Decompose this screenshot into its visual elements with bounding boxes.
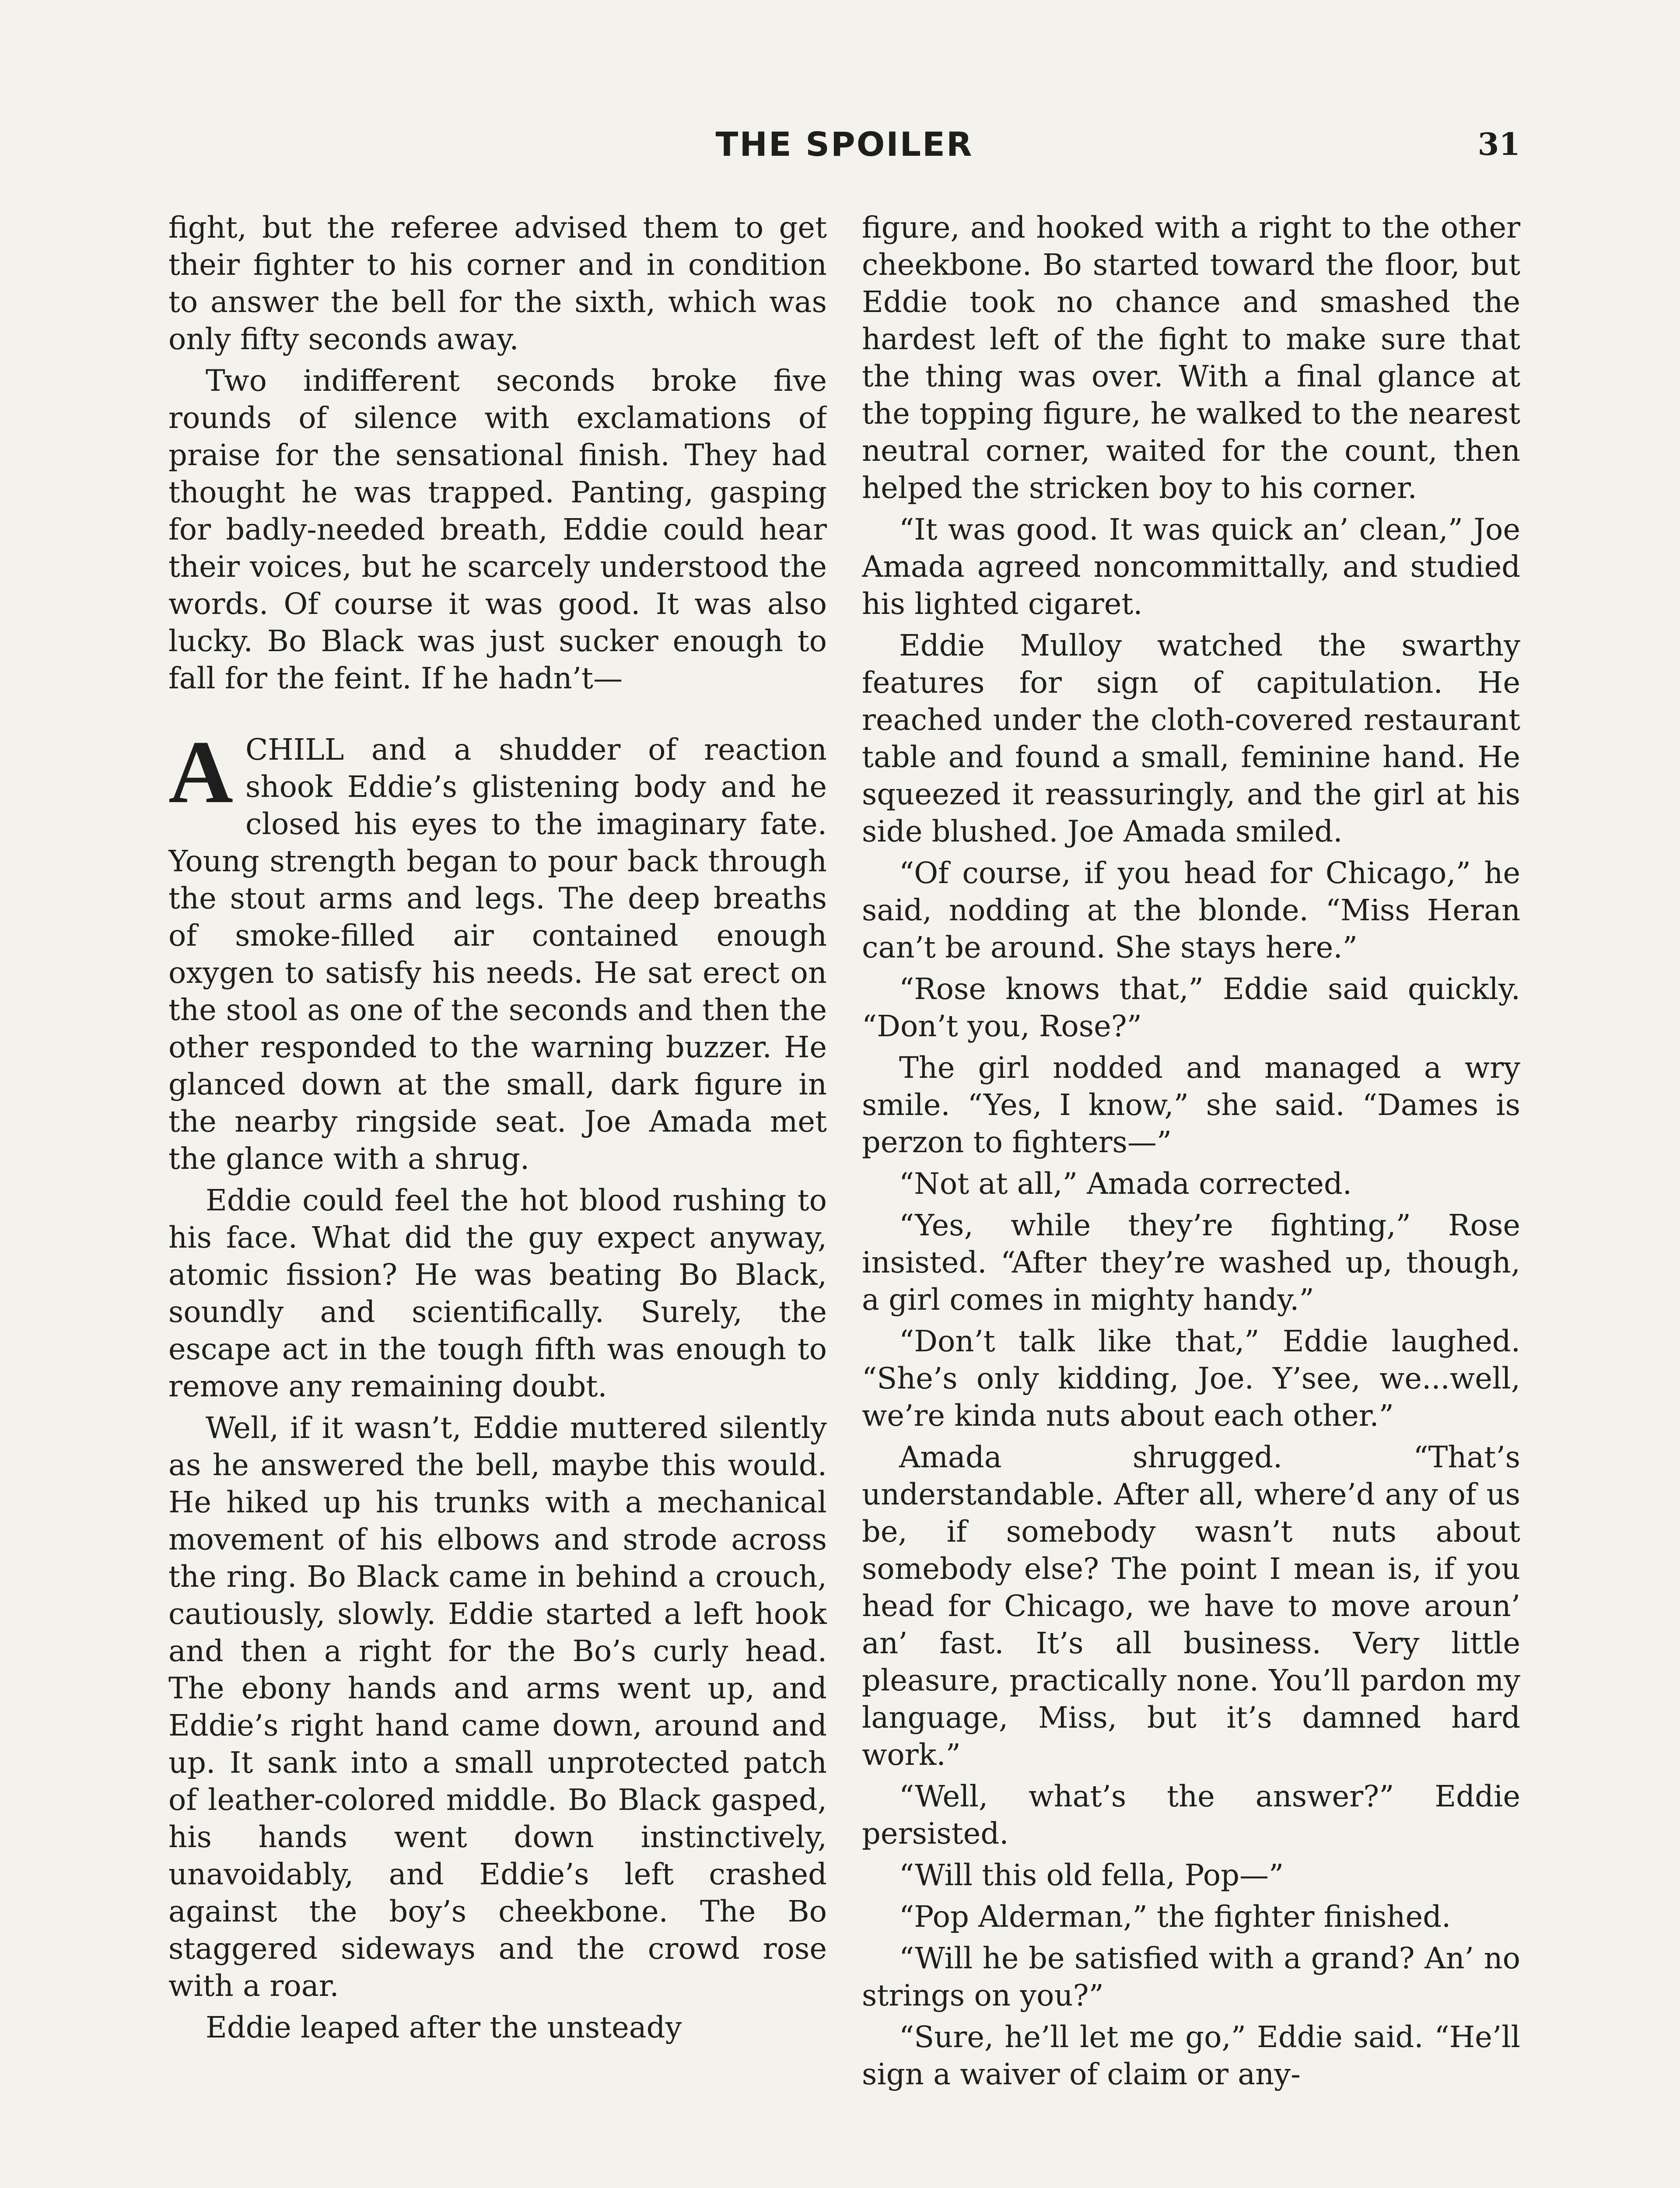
- paragraph: “Don’t talk like that,” Eddie laughed. “She’s only kidding, Joe. Y’see, we...well, we’re kinda nuts about each other.”: [862, 1324, 1520, 1433]
- paragraph: Well, if it wasn’t, Eddie muttered silently as he answered the bell, maybe this would. He hiked up his trunks with a mechanical movement of his elbows and strode across the ring. Bo Black came in behind a crouch, cautiously, slowly. Eddie started a left hook and then a right for the Bo’s curly head. The ebony hands and arms went up, and Eddie’s right hand came down, around and up. It sank into a small unprotected patch of leather-colored middle. Bo Black gasped, his hands went down instinctively, unavoidably, and Eddie’s left crashed against the boy’s cheekbone. The Bo staggered sideways and the crowd rose with a roar.: [168, 1411, 827, 2003]
- paragraph: fight, but the referee advised them to get their fighter to his corner and in condition to answer the bell for the sixth, which was only fifty seconds away.: [168, 210, 827, 356]
- paragraph: Eddie leaped after the unsteady: [206, 2010, 682, 2044]
- paragraph: “Well, what’s the answer?” Eddie persisted.: [862, 1779, 1520, 1851]
- right-column: [862, 209, 1520, 2188]
- paragraph: “Yes, while they’re fighting,” Rose insisted. “After they’re washed up, though, a girl comes in mighty handy.”: [862, 1208, 1520, 1317]
- paragraph: “Not at all,” Amada corrected.: [899, 1167, 1352, 1201]
- running-head: [168, 125, 1520, 164]
- page-title: THE SPOILER: [715, 125, 973, 164]
- paragraph: The girl nodded and managed a wry smile. “Yes, I know,” she said. “Dames is perzon to fighters—”: [862, 1051, 1520, 1159]
- paragraph: Two indifferent seconds broke five rounds of silence with exclamations of praise for the sensational finish. They had thought he was trapped. Panting, gasping for badly-needed breath, Eddie could hear their voices, but he scarcely understood the words. Of course it was good. It was also lucky. Bo Black was just sucker enough to fall for the feint. If he hadn’t—: [168, 364, 827, 695]
- paragraph: Eddie Mulloy watched the swarthy features for sign of capitulation. He reached under the cloth-covered restaurant table and found a small, feminine hand. He squeezed it reassuringly, and the girl at his side blushed. Joe Amada smiled.: [862, 628, 1520, 849]
- left-column: [168, 209, 827, 2188]
- paragraph: Eddie could feel the hot blood rushing to his face. What did the guy expect anyway, atomic fission? He was beating Bo Black, soundly and scientifically. Surely, the escape act in the tough fifth was enough to remove any remaining doubt.: [168, 1183, 827, 1403]
- paragraph: Amada shrugged. “That’s understandable. After all, where’d any of us be, if somebody wasn’t nuts about somebody else? The point I mean is, if you head for Chicago, we have to move aroun’ an’ fast. It’s all business. Very little pleasure, practically none. You’ll pardon my language, Miss, but it’s damned hard work.”: [862, 1440, 1520, 1772]
- section-start-paragraph: [168, 722, 827, 1178]
- paragraph: “Of course, if you head for Chicago,” he said, nodding at the blonde. “Miss Heran can’t be around. She stays here.”: [862, 856, 1520, 964]
- paragraph: “It was good. It was quick an’ clean,” Joe Amada agreed noncommittally, and studied his lighted cigaret.: [862, 512, 1520, 621]
- paragraph: “Pop Alderman,” the fighter finished.: [899, 1900, 1451, 1934]
- paragraph: “Rose knows that,” Eddie said quickly. “Don’t you, Rose?”: [862, 972, 1520, 1043]
- page-number: 31: [1477, 126, 1520, 162]
- paragraph: figure, and hooked with a right to the other cheekbone. Bo started toward the floor, but Eddie took no chance and smashed the hardest left of the fight to make sure that the thing was over. With a final glance at the topping figure, he walked to the nearest neutral corner, waited for the count, then helped the stricken boy to his corner.: [862, 210, 1520, 505]
- paragraph: “Will he be satisfied with a grand? An’ no strings on you?”: [862, 1941, 1520, 2013]
- paragraph: “Sure, he’ll let me go,” Eddie said. “He’ll sign a waiver of claim or any-: [862, 2020, 1520, 2091]
- drop-cap: A: [168, 722, 234, 822]
- paragraph: “Will this old fella, Pop—”: [899, 1858, 1284, 1892]
- paragraph-text: CHILL and a shudder of reaction shook Eddie’s glistening body and he closed his eyes to the imaginary fate. Young strength began to pour back through the stout arms and legs. The deep breaths of smoke-filled air contained enough oxygen to satisfy his needs. He sat erect on the stool as one of the seconds and then the other responded to the warning buzzer. He glanced down at the small, dark figure in the nearby ringside seat. Joe Amada met the glance with a shrug.: [168, 733, 827, 1176]
